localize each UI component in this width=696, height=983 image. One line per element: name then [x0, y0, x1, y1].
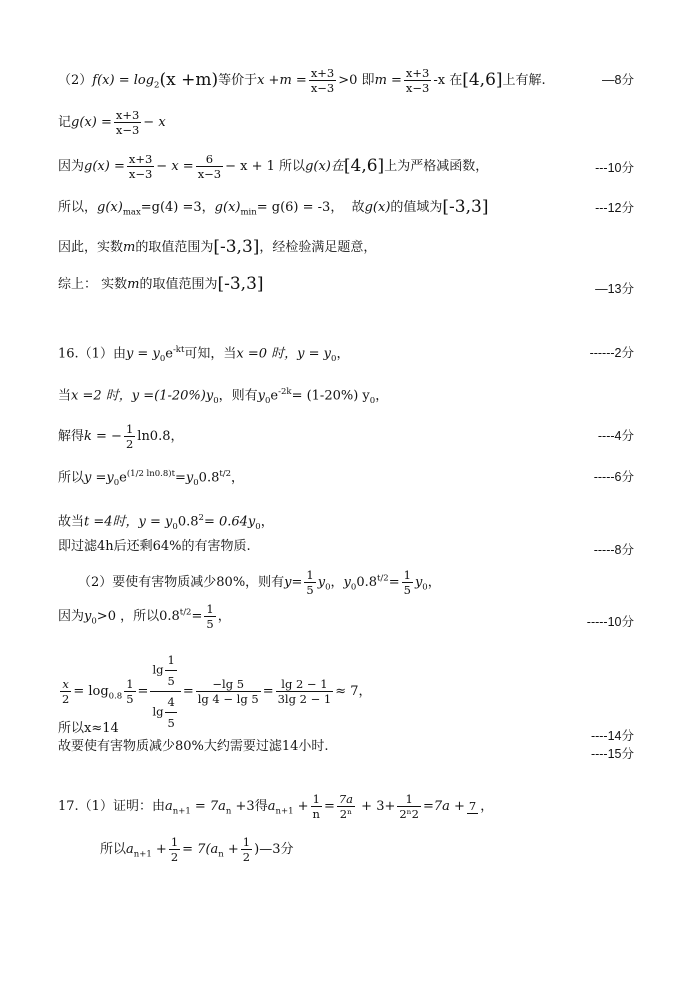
big-fraction: [150, 650, 180, 733]
gt-text: >0 即: [338, 73, 375, 88]
sub: 0: [350, 582, 357, 593]
t4-line: [58, 509, 274, 536]
range-line: [58, 198, 488, 222]
interval: [-3,3]: [217, 274, 264, 294]
k: k = −: [84, 429, 122, 444]
denominator: 5: [403, 583, 411, 597]
ln: ln0.8，: [137, 429, 184, 444]
range-text: 的值域为: [390, 200, 443, 215]
tail: ，: [375, 388, 389, 404]
q16-label: 16.（1）由: [58, 346, 126, 362]
numerator: x+3: [115, 108, 140, 122]
numerator: x+3: [405, 66, 430, 80]
log: = log: [73, 684, 109, 699]
plus: +: [223, 842, 239, 857]
sub: 0: [193, 477, 199, 488]
text: 故当: [58, 514, 85, 530]
tail-text: − x + 1 所以: [225, 159, 306, 174]
sub: 0: [159, 353, 166, 364]
label: 记: [58, 115, 72, 130]
sub: n+1: [275, 806, 294, 817]
sub: 0: [331, 353, 337, 364]
y: y=: [284, 575, 303, 590]
numerator: 1: [403, 568, 411, 582]
max-value: =g(4) =3，: [140, 200, 215, 215]
denominator: x−3: [115, 123, 140, 137]
numerator: 1: [311, 792, 322, 807]
exp: t/2: [219, 469, 232, 479]
fraction: [304, 568, 315, 597]
q16-part2-line: [78, 568, 441, 597]
denominator: 5: [206, 617, 214, 631]
eq: =: [137, 684, 149, 699]
q15-part2-line: [58, 66, 546, 95]
sub: n: [218, 849, 224, 860]
text: 所以: [58, 470, 85, 486]
conclusion-line: [58, 238, 376, 257]
when-x2-line: [58, 383, 388, 410]
text: 故要使有害物质减少80%大约需要过滤14小时.: [58, 739, 329, 754]
exp: (1/2 ln0.8)t: [126, 469, 175, 479]
score-15: ----15分: [590, 747, 634, 761]
decreasing-text: 上为严格减函数，: [384, 159, 489, 174]
plus: +: [293, 799, 309, 814]
denominator: x−3: [128, 167, 153, 181]
fraction: [402, 568, 413, 597]
numerator: 1: [242, 835, 251, 849]
score-12: ---12分: [595, 201, 634, 215]
sub: n: [225, 806, 232, 817]
fraction: [397, 792, 421, 821]
val: 0.8: [177, 514, 199, 530]
fraction: [276, 677, 334, 706]
tail: ，: [336, 346, 350, 362]
fraction: [114, 108, 141, 137]
rhs: = (1-20%) y: [291, 388, 370, 404]
mid-expr: − x =: [156, 159, 194, 174]
e: e: [165, 346, 173, 362]
q15-part2-label: （2）: [58, 73, 93, 88]
min-sub: min: [240, 207, 257, 218]
sub: 0: [369, 395, 376, 406]
solve-k-line: [58, 422, 184, 451]
sub: n+1: [133, 849, 152, 860]
denominator: 2ⁿ: [339, 807, 353, 821]
tail: ，: [231, 470, 245, 486]
equiv-text: 等价于: [218, 73, 258, 88]
denominator: x−3: [405, 81, 430, 95]
numerator: 1: [206, 602, 214, 616]
g-expr: g(x) =: [71, 115, 112, 130]
text: +3得: [231, 799, 268, 814]
comma: ，: [330, 575, 344, 590]
g-expr: g(x) =: [84, 159, 125, 174]
final16-line: [58, 738, 329, 756]
sub: 0: [422, 582, 428, 593]
g-decreasing-line: [58, 152, 488, 181]
denominator: n: [312, 807, 320, 821]
lg: lg: [152, 704, 164, 719]
xm-expr: x +m =: [257, 73, 307, 88]
numerator: 1: [306, 568, 314, 582]
fraction: [124, 677, 135, 706]
text: 因为: [58, 609, 85, 624]
a: a: [126, 842, 134, 857]
fraction: [404, 66, 431, 95]
numerator: x: [60, 677, 71, 692]
m-expr: m =: [374, 73, 402, 88]
q16-part1-line: [58, 341, 349, 368]
exp: t/2: [377, 573, 389, 584]
numerator: 1: [125, 422, 134, 436]
gx-expr: g(x): [364, 200, 391, 215]
numerator: 1: [165, 650, 176, 671]
score-10: ---10分: [595, 161, 634, 175]
a: a: [164, 799, 173, 814]
eq: =: [388, 575, 400, 590]
numerator: 1: [126, 677, 134, 691]
denominator: [150, 692, 180, 733]
numerator: x+3: [128, 152, 153, 166]
eq2: = 0.64y: [203, 514, 256, 530]
q17-so-line: [100, 835, 293, 864]
a: a: [267, 799, 276, 814]
text: 即过滤4h后还剩64%的有害物质.: [58, 539, 251, 554]
because-text: 因为: [58, 159, 85, 174]
y: y =y: [84, 470, 114, 486]
cond: x =2 时，: [71, 388, 132, 404]
fraction: [124, 422, 135, 451]
sub: n+1: [172, 806, 191, 817]
fraction: [165, 692, 176, 733]
eq: =: [262, 684, 274, 699]
fraction: [196, 152, 223, 181]
text: （2）要使有害物质减少80%，则有: [78, 575, 285, 590]
val: 0.8: [198, 470, 220, 486]
denominator: lg 4 − lg 5: [197, 692, 259, 706]
sub: 0: [113, 477, 120, 488]
score-8: —8分: [602, 73, 634, 87]
eq: =7a: [422, 799, 450, 814]
text: 解得: [58, 429, 85, 444]
denominator: 5: [167, 716, 175, 730]
sub: 0: [213, 395, 219, 406]
denominator: 5: [167, 674, 175, 688]
lg: lg: [152, 662, 164, 677]
eq: = 7(a: [182, 842, 219, 857]
fraction: [204, 602, 215, 631]
score-6: -----6分: [593, 470, 634, 484]
max-sub: max: [122, 207, 141, 218]
val: 0.8: [356, 575, 378, 590]
score-14: ----14分: [590, 729, 634, 743]
thus-text: 故: [351, 200, 365, 215]
exp: -2k: [278, 387, 292, 397]
tail: ，: [427, 575, 441, 590]
text: 可知，当: [184, 346, 237, 362]
eq: =: [182, 684, 194, 699]
text: 综上： 实数: [58, 277, 128, 292]
text: 因此，实数: [58, 240, 124, 255]
minus-x: -x 在: [433, 73, 463, 88]
interval: [4,6]: [462, 70, 503, 90]
text: 17.（1）证明：由: [58, 799, 165, 814]
tail: ，: [260, 514, 274, 530]
text: 所以: [100, 842, 127, 857]
fx-expr: f(x) = log: [92, 73, 155, 88]
fraction: [241, 835, 252, 864]
gt: >0 ，所以: [96, 609, 160, 624]
y0: y: [317, 575, 326, 590]
text: 所以x≈14: [58, 721, 119, 736]
denominator: 2: [242, 850, 251, 864]
text: 的取值范围为: [139, 277, 218, 292]
numerator: 6: [196, 152, 223, 167]
fraction: [60, 677, 71, 706]
sub: 0: [325, 582, 331, 593]
denominator: x−3: [310, 81, 335, 95]
numerator: −lg 5: [196, 677, 261, 692]
score-8b: -----8分: [593, 543, 634, 557]
denominator: 2: [62, 692, 70, 706]
text: ，经检验满足题意，: [259, 240, 377, 255]
fraction: [127, 152, 154, 181]
fraction: [467, 799, 478, 814]
denominator: 5: [306, 583, 314, 597]
text: 当: [58, 388, 72, 404]
gmin: g(x): [214, 200, 241, 215]
tail: ，: [217, 609, 231, 624]
numerator: lg 2 − 1: [276, 677, 334, 692]
e: e: [270, 388, 279, 404]
numerator: 1: [170, 835, 179, 849]
exp: t/2: [179, 607, 192, 618]
log-arg: (x +m): [159, 70, 219, 90]
plus: +: [449, 799, 465, 814]
filter-4h-line: [58, 538, 251, 556]
summary-line: [58, 275, 264, 294]
tail: )—3分: [254, 842, 294, 857]
fraction: [311, 792, 322, 821]
res: y = y: [297, 346, 332, 362]
eq: =: [191, 609, 203, 624]
score-2: ------2分: [589, 346, 634, 360]
sub: 0: [255, 521, 261, 532]
denominator: 2: [170, 850, 179, 864]
sub: 0: [265, 395, 271, 406]
fraction: [196, 677, 261, 706]
min-value: = g(6) = -3，: [256, 200, 344, 215]
cond: t =4时，: [84, 514, 139, 530]
denominator: 2ⁿ2: [399, 807, 419, 821]
plus: +: [151, 842, 167, 857]
numerator: 7a: [338, 792, 354, 806]
val: 0.8: [159, 609, 180, 624]
numerator: 4: [165, 692, 176, 713]
eq: y = y: [138, 514, 173, 530]
interval: [-3,3]: [442, 197, 489, 217]
so-text: 所以，: [58, 200, 98, 215]
minus-x: − x: [143, 115, 166, 130]
since-line: [58, 602, 231, 631]
fraction: [337, 792, 355, 821]
text: 的取值范围为: [135, 240, 214, 255]
text: + 3+: [357, 799, 396, 814]
sub: 0: [91, 616, 97, 627]
y0: y: [414, 575, 423, 590]
numerator: 1: [397, 792, 421, 807]
eq: y = y: [125, 346, 160, 362]
eq: =: [323, 799, 335, 814]
numerator: x+3: [310, 66, 335, 80]
score-13: —13分: [595, 282, 634, 296]
eq: = 7a: [190, 799, 226, 814]
base: 0.8: [108, 691, 123, 702]
fraction: [309, 66, 336, 95]
denominator: x−3: [197, 167, 222, 181]
gx-expr: g(x)在: [305, 159, 344, 174]
fraction: [165, 650, 176, 691]
sub: 0: [172, 521, 178, 532]
fraction: [169, 835, 180, 864]
g-definition-line: [58, 108, 166, 137]
interval: [4,6]: [343, 156, 385, 176]
interval: [-3,3]: [213, 237, 260, 257]
lhs: y: [257, 388, 265, 404]
gmax: g(x): [97, 200, 123, 215]
denominator: 2: [125, 437, 134, 451]
denominator: 5: [126, 692, 134, 706]
cond: x =0 时，: [236, 346, 298, 362]
log-base: 2: [154, 80, 160, 91]
e: e: [119, 470, 127, 486]
text: ，则有: [218, 388, 258, 404]
tail: ，: [480, 799, 494, 814]
eq: y =(1-20%)y: [131, 388, 214, 404]
score-4: ----4分: [597, 429, 634, 443]
score-10b: -----10分: [586, 615, 634, 629]
approx: ≈ 7，: [335, 684, 372, 699]
solvable-text: 上有解.: [502, 73, 546, 88]
exp: 2: [198, 513, 204, 523]
mid: =y: [175, 470, 194, 486]
numerator: 7: [468, 799, 477, 813]
m-var: m: [123, 240, 136, 255]
exp: -kt: [172, 345, 185, 355]
so-y-line: [58, 465, 244, 492]
denominator: 3lg 2 − 1: [277, 692, 332, 706]
y0: y: [343, 575, 351, 590]
q17-part1-line: [58, 792, 493, 821]
so-x-line: [58, 720, 119, 738]
m-var: m: [127, 277, 140, 292]
y0: y: [84, 609, 92, 624]
numerator: [150, 650, 180, 692]
